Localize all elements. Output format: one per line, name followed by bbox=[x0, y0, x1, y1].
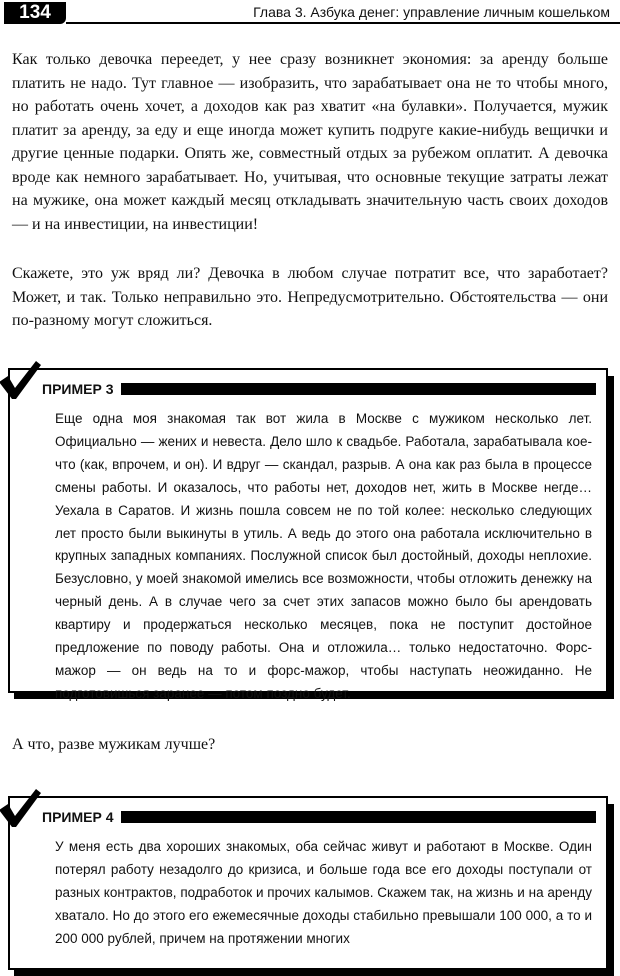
page-header bbox=[0, 0, 620, 24]
example-title-row bbox=[42, 381, 596, 397]
example-title-bar bbox=[118, 811, 596, 823]
running-head: Глава 3. Азбука денег: управление личным кошельком bbox=[253, 4, 610, 20]
checkmark-icon bbox=[0, 786, 42, 830]
header-rule bbox=[66, 22, 620, 24]
example-title: ПРИМЕР 4 bbox=[42, 809, 121, 825]
checkmark-icon bbox=[0, 358, 42, 402]
example-box-3 bbox=[8, 368, 608, 701]
example-title-row bbox=[42, 809, 596, 825]
body-paragraph-1: Как только девочка переедет, у нее сразу возникнет экономия: за аренду больше платить не надо. Тут главное — изобразить, что зарабатывает она не то чтобы много, но работать очень хочет, а доходов как раз хватит «на булавки». Получается, мужик платит за аренду, за еду и еще иногда может купить подруге какие-нибудь вещички и другие ценные подарки. Опять же, совместный отдых за рубежом оплатит. А девочка вроде как немного зарабатывает. Но, учитывая, что основные текущие затраты лежат на мужике, она может каждый месяц откладывать значительную часть своих доходов — и на инвестиции, на инвестиции! bbox=[12, 51, 608, 233]
example-box-4 bbox=[8, 796, 608, 970]
example-title-bar bbox=[118, 383, 596, 395]
example-title: ПРИМЕР 3 bbox=[42, 381, 121, 397]
example-text: У меня есть два хороших знакомых, оба сейчас живут и работают в Москве. Один потерял работу незадолго до кризиса, и больше года все его доходы поступали от разных контрактов, подработок и прочих калымов. Скажем так, на жизнь и на аренду хватало. Но до этого его ежемесячные доходы стабильно превышали 100 000, а то и 200 000 рублей, причем на протяжении многих bbox=[55, 839, 592, 946]
page-number: 134 bbox=[4, 2, 66, 24]
body-paragraph-2: Скажете, это уж вряд ли? Девочка в любом случае потратит все, что заработает? Может, и так. Только неправильно это. Непредусмотрительно. Обстоятельства — они по-разному могут сложиться. bbox=[12, 265, 608, 329]
example-text: Еще одна моя знакомая так вот жила в Москве с мужиком несколько лет. Официально — жених и невеста. Дело шло к свадьбе. Работала, зарабатывала кое-что (как, впрочем, и он). И вдруг — скандал, разрыв. А она как раз была в процессе смены работы. И оказалось, что работы нет, доходов нет, жить в Москве негде… Уехала в Саратов. И жизнь пошла совсем не по той колее: несколько следующих лет просто были выкинуты в утиль. А ведь до этого она работала исключительно в крупных западных компаниях. Послужной список был достойный, доходы неплохие. Безусловно, у моей знакомой имелись все возможности, чтобы отложить денежку на черный день. А в случае чего за счет этих запасов можно было бы арендовать квартиру и продержаться несколько месяцев, пока не поступит достойное предложение по поводу работы. Она и отложила… только недостаточно. Форс-мажор — он ведь на то и форс-мажор, чтобы наступать неожиданно. Не подготовишься заранее — потом поздно будет. bbox=[55, 411, 592, 701]
body-paragraph-3: А что, разве мужикам лучше? bbox=[12, 736, 216, 753]
